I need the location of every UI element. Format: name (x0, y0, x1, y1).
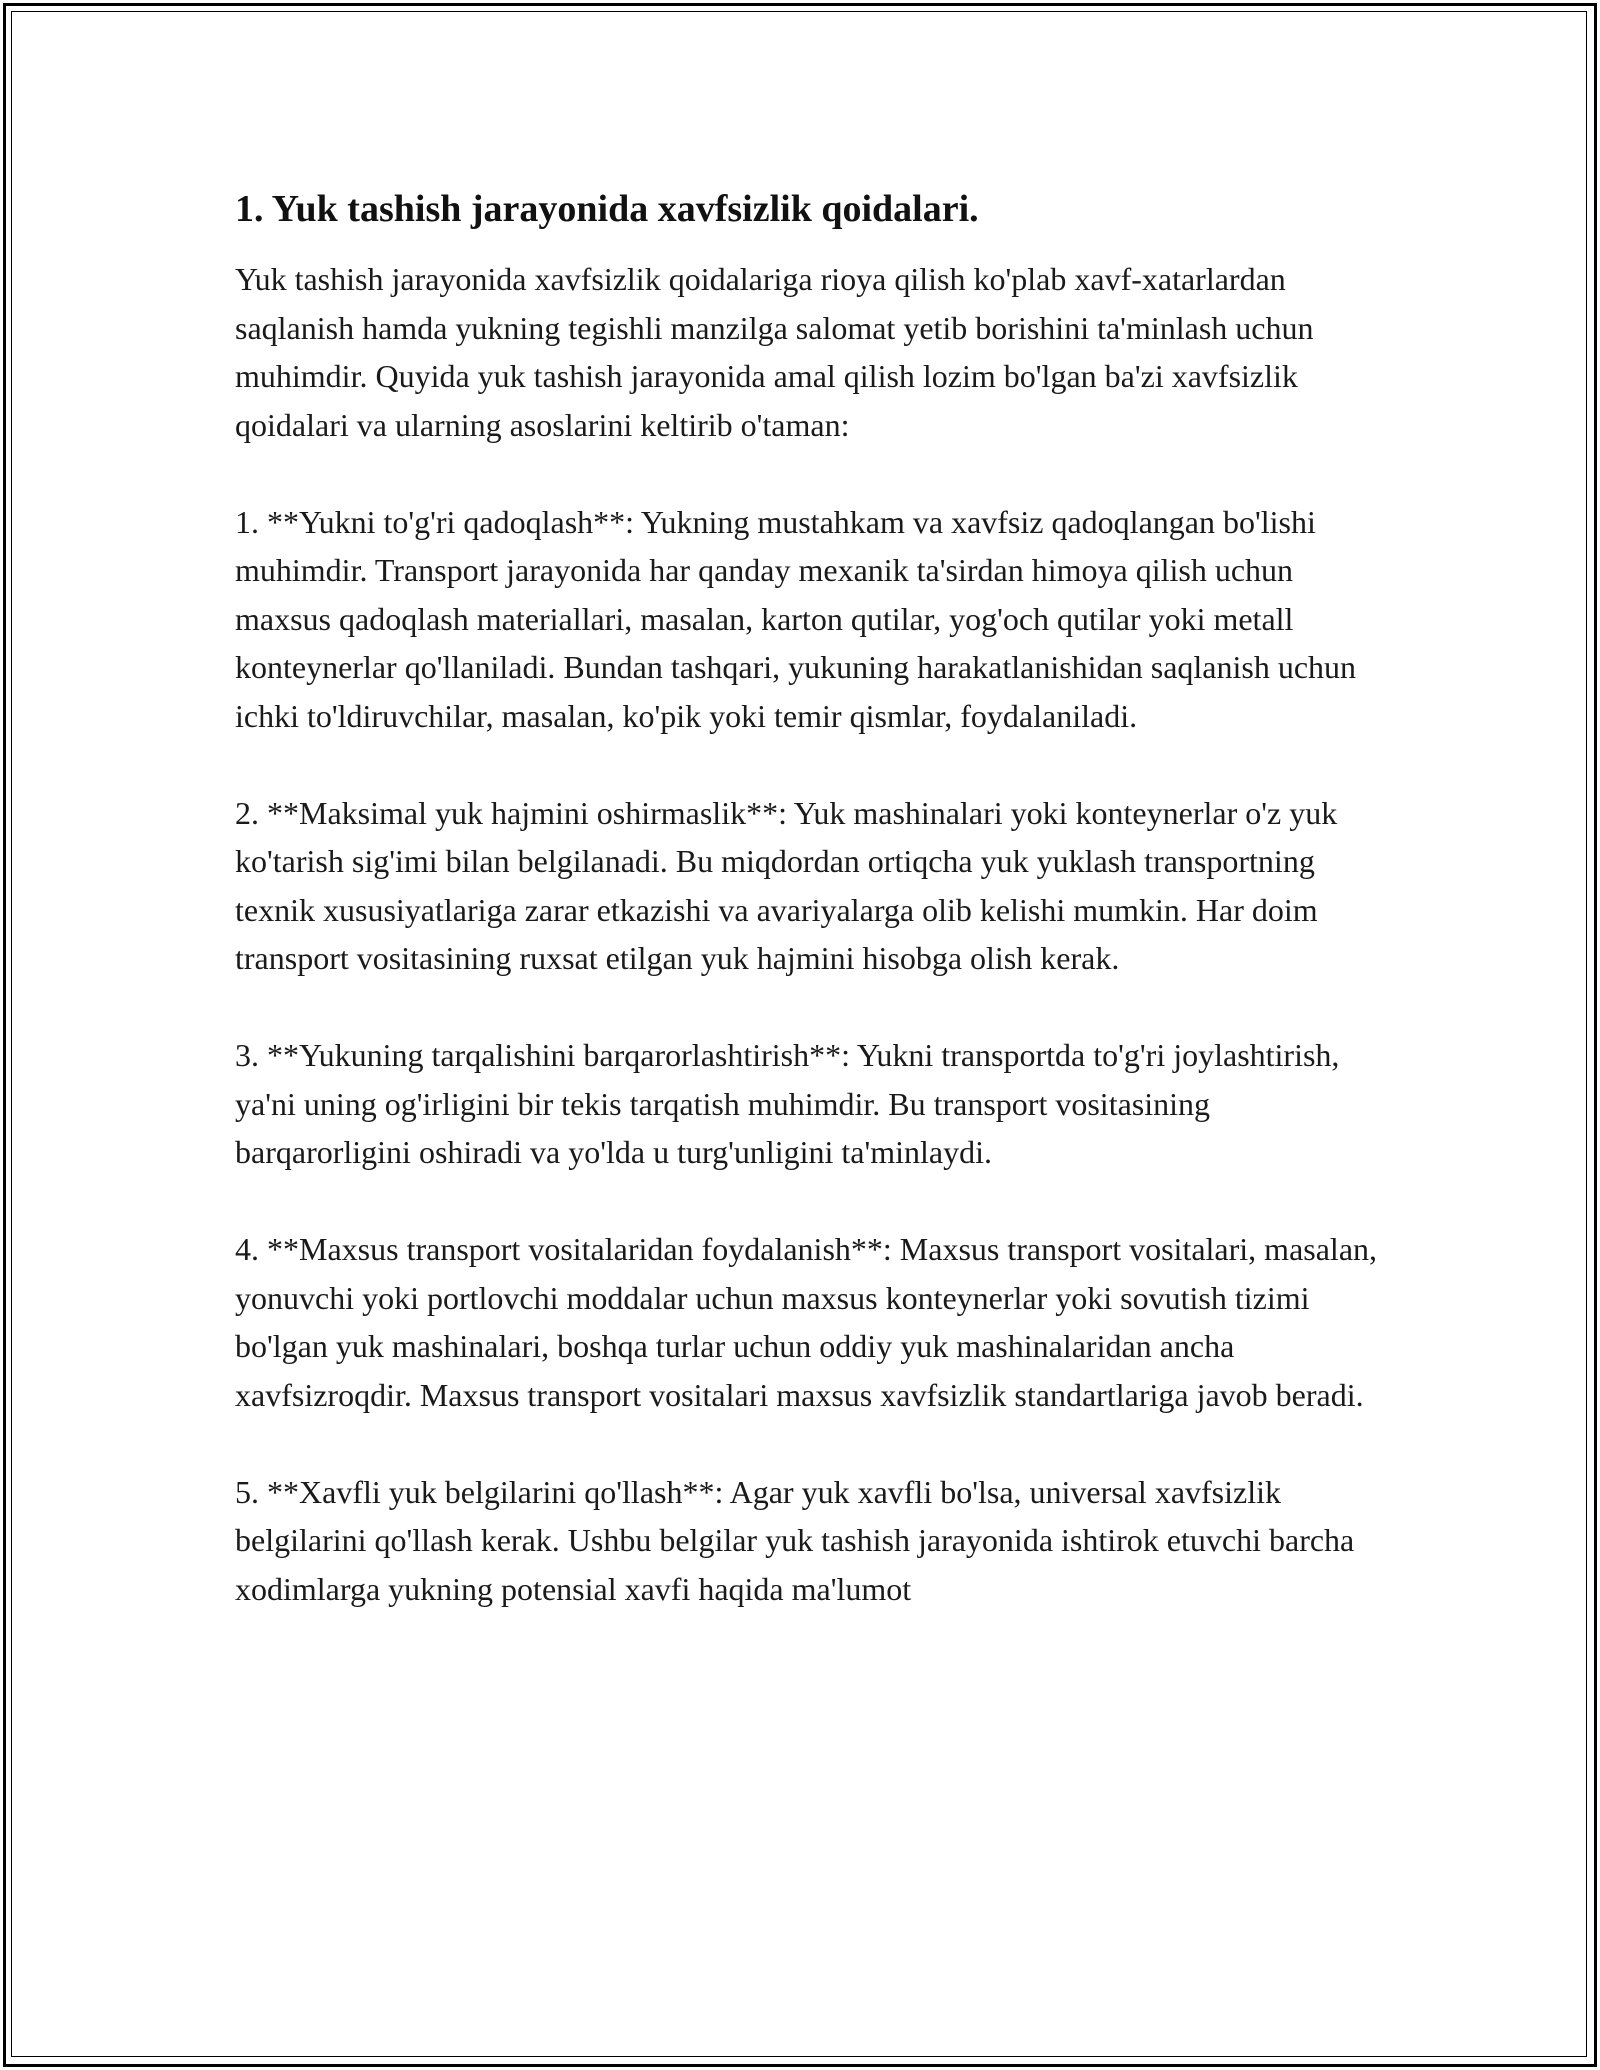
intro-paragraph: Yuk tashish jarayonida xavfsizlik qoidalariga rioya qilish ko'plab xavf-xatarlardan saqlanish hamda yukning tegishli manzilga salomat yetib borishini ta'minlash uchun muhimdir. Quyida yuk tashish jarayonida amal qilish lozim bo'lgan ba'zi xavfsizlik qoidalari va ularning asoslarini keltirib o'taman: (235, 261, 1314, 443)
document-body (235, 185, 1385, 1662)
rule-paragraph-1: 1. **Yukni to'g'ri qadoqlash**: Yukning mustahkam va xavfsiz qadoqlangan bo'lishi muhimdir. Transport jarayonida har qanday mexanik ta'sirdan himoya qilish uchun maxsus qadoqlash materiallari, masalan, karton qutilar, yog'och qutilar yoki metall konteynerlar qo'llaniladi. Bundan tashqari, yukuning harakatlanishidan saqlanish uchun ichki to'ldiruvchilar, masalan, ko'pik yoki temir qismlar, foydalaniladi. (235, 503, 1357, 734)
rule-paragraph-2: 2. **Maksimal yuk hajmini oshirmaslik**: Yuk mashinalari yoki konteynerlar o'z yuk ko'tarish sig'imi bilan belgilanadi. Bu miqdordan ortiqcha yuk yuklash transportning texnik xususiyatlariga zarar etkazishi va avariyalarga olib kelishi mumkin. Har doim transport vositasining ruxsat etilgan yuk hajmini hisobga olish kerak. (235, 794, 1338, 976)
rule-paragraph-3: 3. **Yukuning tarqalishini barqarorlashtirish**: Yukni transportda to'g'ri joylashtirish, ya'ni uning og'irligini bir tekis tarqatish muhimdir. Bu transport vositasining barqarorligini oshiradi va yo'lda u turg'unligini ta'minlaydi. (235, 1037, 1340, 1170)
section-heading: 1. Yuk tashish jarayonida xavfsizlik qoidalari. (235, 188, 979, 230)
rule-paragraph-4: 4. **Maxsus transport vositalaridan foydalanish**: Maxsus transport vositalari, masalan, yonuvchi yoki portlovchi moddalar uchun maxsus konteynerlar yoki sovutish tizimi bo'lgan yuk mashinalari, boshqa turlar uchun oddiy yuk mashinalaridan ancha xavfsizroqdir. Maxsus transport vositalari maxsus xavfsizlik standartlariga javob beradi. (235, 1231, 1378, 1413)
rule-paragraph-5: 5. **Xavfli yuk belgilarini qo'llash**: Agar yuk xavfli bo'lsa, universal xavfsizlik belgilarini qo'llash kerak. Ushbu belgilar yuk tashish jarayonida ishtirok etuvchi barcha xodimlarga yukning potensial xavfi haqida ma'lumot (235, 1473, 1355, 1607)
